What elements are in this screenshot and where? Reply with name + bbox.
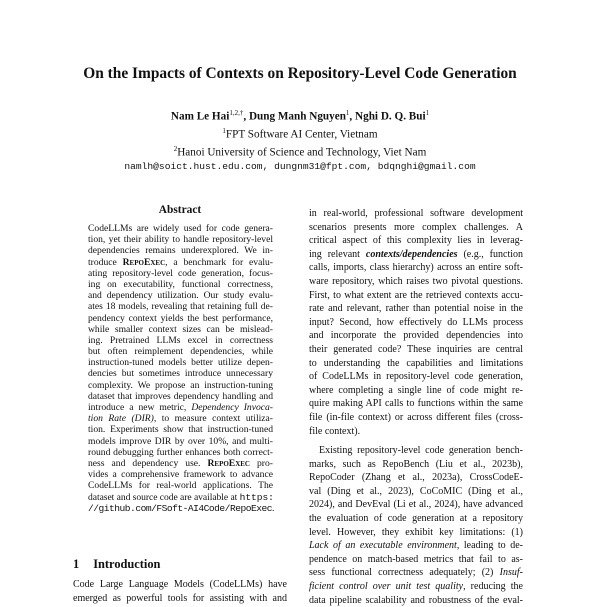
affiliation-text: FPT Software AI Center, Vietnam (225, 128, 378, 141)
text-line: CodeLLMs are widely used for code genera- (88, 223, 273, 234)
text-line: file context). (309, 425, 361, 437)
text-line: val (Ding et al., 2023), CoCoMIC (Ding et al., (309, 485, 523, 497)
text-line: input? Second, how effectively do LLMs process (309, 316, 523, 328)
text-line: scenarios presents more complex challenges. A (309, 221, 523, 233)
text-line: ware repository, which raises two pivotal questions. (309, 275, 523, 287)
text-line: dencies but sometimes introduce unnecessary (88, 368, 273, 380)
text-line: while smaller context sizes can be mislead- (88, 323, 273, 335)
text-line: CodeLLMs for real-world applications. The (88, 480, 273, 492)
abstract-body (88, 223, 273, 514)
text-line: of CodeLLMs in repository-level code generation, (309, 371, 523, 383)
text-line: ness and dependency use. RepoExec pro- (88, 457, 273, 469)
author-sup: 1 (345, 109, 350, 117)
text-line: and incorporate the provided dependencies into (309, 330, 523, 342)
text-line: Code Large Language Models (CodeLLMs) have (73, 579, 287, 590)
author-sup: 1 (425, 109, 430, 117)
text-line: ing on executability, functional correctness, (88, 278, 273, 290)
text-line: round debugging further enhances both correct- (88, 446, 273, 458)
text-line: vides a comprehensive framework to advance (88, 469, 273, 481)
section-title: Introduction (93, 557, 161, 571)
text-line: marks, such as RepoBench (Liu et al., 2023b), (309, 458, 523, 470)
text-line: RepoCoder (Zhang et al., 2023a), CrossCodeE- (309, 472, 523, 484)
text-line: their generated code? These inquiries are central (309, 343, 523, 355)
text-line: ficient control over unit test quality, reducing the (309, 580, 523, 592)
paper-title: On the Impacts of Contexts on Repository-Level Code Generation (83, 65, 517, 82)
text-line: First, to what extent are the retrieved contexts accu- (309, 289, 523, 301)
text-line: ing relevant contexts/dependencies (e.g., function (309, 248, 524, 260)
text-line: file (in-file context) or across different files (cross- (309, 411, 523, 423)
author-name: Nghi D. Q. Bui (355, 110, 426, 123)
text-line: dependencies remains underexplored. We in- (88, 245, 273, 257)
text-line: where completing a single line of code might re- (309, 384, 523, 396)
affiliation-sup: 1 (222, 126, 226, 135)
author-name: Dung Manh Nguyen (248, 110, 346, 123)
text-line: ating repository-level code generation, focus- (88, 267, 273, 279)
intro-right-paragraph-1 (309, 207, 523, 438)
text-line: but often reimplement dependencies, while (88, 346, 273, 358)
text-line: 2024), and DevEval (Li et al., 2024), have advanced (309, 499, 523, 511)
affiliation (0, 142, 600, 160)
section-number: 1 (73, 557, 80, 571)
text-line: emerged as powerful tools for assisting with and (73, 592, 287, 604)
abstract-heading: Abstract (158, 204, 202, 216)
author-name: Nam Le Hai (170, 110, 230, 123)
text-line: pendency context yields the best performance, (88, 312, 273, 324)
text-line: to understanding the capabilities and limitations (309, 357, 523, 369)
author-names: Nam Le Hai$^{1,2,\dagger}$, Dung Manh Nguyen$^1$, Nghi D. Q. Bui$^1$ (170, 109, 430, 123)
text-line: ing. Pretrained LLMs excel in correctness (88, 334, 273, 346)
text-line: and dependency utilization. Our study evalu- (88, 290, 273, 302)
text-line: complexity. We propose an instruction-tuning (88, 379, 273, 391)
text-line: dataset that improves dependency handling and (88, 390, 273, 402)
text-line: Lack of an executable environment, leading to de- (309, 540, 523, 552)
text-line: sess functional correctness adequately; (2) Insuf- (309, 567, 523, 579)
text-line: critical aspect of this complexity lies in leverag- (309, 235, 523, 247)
text-line: tion, yet their ability to handle repository-level (88, 234, 273, 246)
text-line: data pipeline scalability and robustness of the eval- (309, 594, 523, 606)
text-line: calls, imports, class hierarchy) across an entire soft- (309, 262, 523, 274)
author-block (0, 106, 600, 174)
author-sup: 1,2,† (229, 109, 244, 117)
text-line: tion. Experiments show that instruction-tuned (88, 424, 273, 436)
affiliation-text: Hanoi University of Science and Technology, Viet Nam (177, 146, 427, 159)
text-line: dataset and source code are available at https: (88, 491, 274, 503)
text-line: in real-world, professional software development (309, 208, 523, 219)
intro-left-column (73, 578, 287, 605)
intro-right-paragraph-2 (309, 444, 523, 607)
text-line: ates 18 models, revealing that retaining full de- (88, 301, 273, 313)
text-line: models improve DIR by over 10%, and multi- (88, 435, 273, 447)
text-line: level. However, they exhibit key limitations: (1) (309, 526, 523, 538)
text-line: //github.com/FSoft-AI4Code/RepoExec. (88, 502, 274, 514)
text-line: troduce RepoExec, a benchmark for evalu- (88, 256, 273, 268)
author-emails: namlh@soict.hust.edu.com, dungnm31@fpt.com, bdqnghi@gmail.com (124, 160, 476, 172)
text-line: rate and relevant, rather than potential noise in the (309, 303, 523, 315)
text-line: pendence on match-based metrics that fail to as- (309, 553, 523, 565)
text-line: tion Rate (DIR), to measure context utiliza- (88, 413, 273, 425)
affiliation-sup: 2 (173, 144, 178, 153)
affiliation (0, 124, 600, 142)
text-line: Existing repository-level code generation bench- (319, 445, 523, 456)
text-line: quire making API calls to functions within the same (309, 398, 523, 410)
text-line: introduce a new metric, Dependency Invoca- (88, 402, 273, 413)
section-heading-introduction (73, 557, 160, 571)
text-line: instruction-tuned models better utilize depen- (88, 357, 273, 369)
text-line: the evaluation of code generation at a repository (309, 512, 523, 524)
